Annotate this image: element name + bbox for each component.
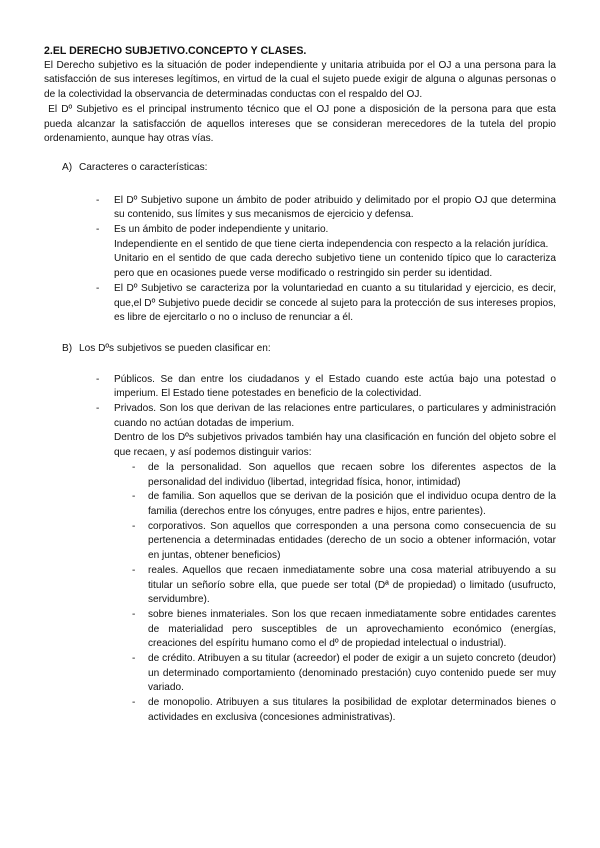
bullet-dash: - [96,403,100,415]
list-item [44,402,556,725]
sublist-item-text: corporativos. Son aquellos que corresponden a una persona como consecuencia de su pertenencia a determinadas entidades (derecho de un socio a obtener información, votar en juntas, obtener beneficios) [148,520,556,562]
item-text: Es un ámbito de poder independiente y unitario. [114,224,329,236]
sublist-item-text: reales. Aquellos que recaen inmediatamente sobre una cosa material atribuyendo a su titular un señorío sobre ella, que puede ser total (Dª de propiedad) o limitado (usufructo, servidumbre). [148,564,556,606]
section-a-title: Caracteres o características: [79,161,208,173]
definition-paragraph: El Derecho subjetivo es la situación de poder independiente y unitaria atribuida por el OJ a una persona para la satisfacción de sus intereses legítimos, en virtud de la cual el sujeto puede exigir de alguna o algunas personas o de la colectividad la observancia de determinadas conductas con el respaldo del OJ. [44,59,556,101]
sublist-item-text: de crédito. Atribuyen a su titular (acreedor) el poder de exigir a un sujeto concreto (deudor) un determinado comportamiento (denominado prestación) cuyo contenido puede ser muy variado. [148,653,556,694]
document-title: 2.EL DERECHO SUBJETIVO.CONCEPTO Y CLASES. [44,45,307,57]
section-b-label: B) [62,342,73,354]
sublist-item [44,564,556,608]
bullet-dash: - [132,491,136,503]
list-item [44,223,556,282]
characteristics-list [44,194,556,326]
sublist-item-text: de la personalidad. Son aquellos que recaen sobre los diferentes aspectos de la personalidad del individuo (libertad, integridad física, honor, intimidad) [148,461,556,488]
section-a-label: A) [62,161,73,173]
item-text: Dentro de los Dºs subjetivos privados también hay una clasificación en función del objeto sobre el que recaen, y así podemos distinguir varios: [114,432,556,459]
item-text: Independiente en el sentido de que tiene cierta independencia con respecto a la relación jurídica. [114,238,549,250]
item-text: Privados. Son los que derivan de las relaciones entre particulares, o particulares y administración cuando no actúan dotadas de imperium. [114,403,556,429]
sublist-item [44,652,556,696]
list-item [44,373,556,402]
sublist-item [44,490,556,519]
bullet-dash: - [132,608,136,620]
section-b-heading [44,342,556,357]
bullet-dash: - [132,653,136,665]
sublist-item [44,608,556,652]
instrument-paragraph: El Dº Subjetivo es el principal instrumento técnico que el OJ pone a disposición de la persona para que esta pueda alcanzar la satisfacción de aquellos intereses que se consideran merecedores de la tutela del propio ordenamiento, aunque hay otras vías. [44,103,556,145]
bullet-dash: - [96,194,100,206]
bullet-dash: - [132,461,136,473]
list-item [44,194,556,223]
section-b-title: Los Dºs subjetivos se pueden clasificar en: [79,342,271,354]
sublist-item [44,520,556,564]
document-page [44,44,556,726]
bullet-dash: - [96,224,100,236]
bullet-dash: - [96,282,100,294]
bullet-dash: - [132,564,136,576]
private-rights-sublist [114,461,556,726]
item-text: El Dº Subjetivo se caracteriza por la voluntariedad en cuanto a su titularidad y ejercicio, es decir, que,el Dº Subjetivo puede decidir se concede al sujeto para la protección de sus intereses propios, es libre de ejercitarlo o no o incluso de renunciar a él. [114,282,556,324]
bullet-dash: - [132,520,136,532]
classification-list [44,373,556,726]
bullet-dash: - [132,697,136,709]
sublist-item-text: sobre bienes inmateriales. Son los que recaen inmediatamente sobre entidades carentes de materialidad pero susceptibles de un aprovechamiento económico (energías, creaciones del espíritu humano como el dº de propiedad intelectual o industrial). [148,608,556,650]
section-a-heading [44,161,556,176]
sublist-item [44,696,556,725]
sublist-item [44,461,556,490]
item-text: Públicos. Se dan entre los ciudadanos y el Estado cuando este actúa bajo una potestad o imperium. El Estado tiene potestades en beneficio de la colectividad. [114,373,556,400]
item-text: El Dº Subjetivo supone un ámbito de poder atribuido y delimitado por el propio OJ que determina su contenido, sus límites y sus mecanismos de ejercicio y defensa. [114,194,556,221]
sublist-item-text: de monopolio. Atribuyen a sus titulares la posibilidad de explotar determinados bienes o actividades en exclusiva (concesiones administrativas). [148,697,556,723]
sublist-item-text: de familia. Son aquellos que se derivan de la posición que el individuo ocupa dentro de la familia (derechos entre los cónyuges, entre padres e hijos, entre parientes). [148,491,556,517]
item-text: Unitario en el sentido de que cada derecho subjetivo tiene un contenido típico que lo caracteriza pero que en ocasiones puede verse modificado o restringido sin perder su identidad. [114,253,556,280]
list-item [44,282,556,326]
bullet-dash: - [96,373,100,385]
